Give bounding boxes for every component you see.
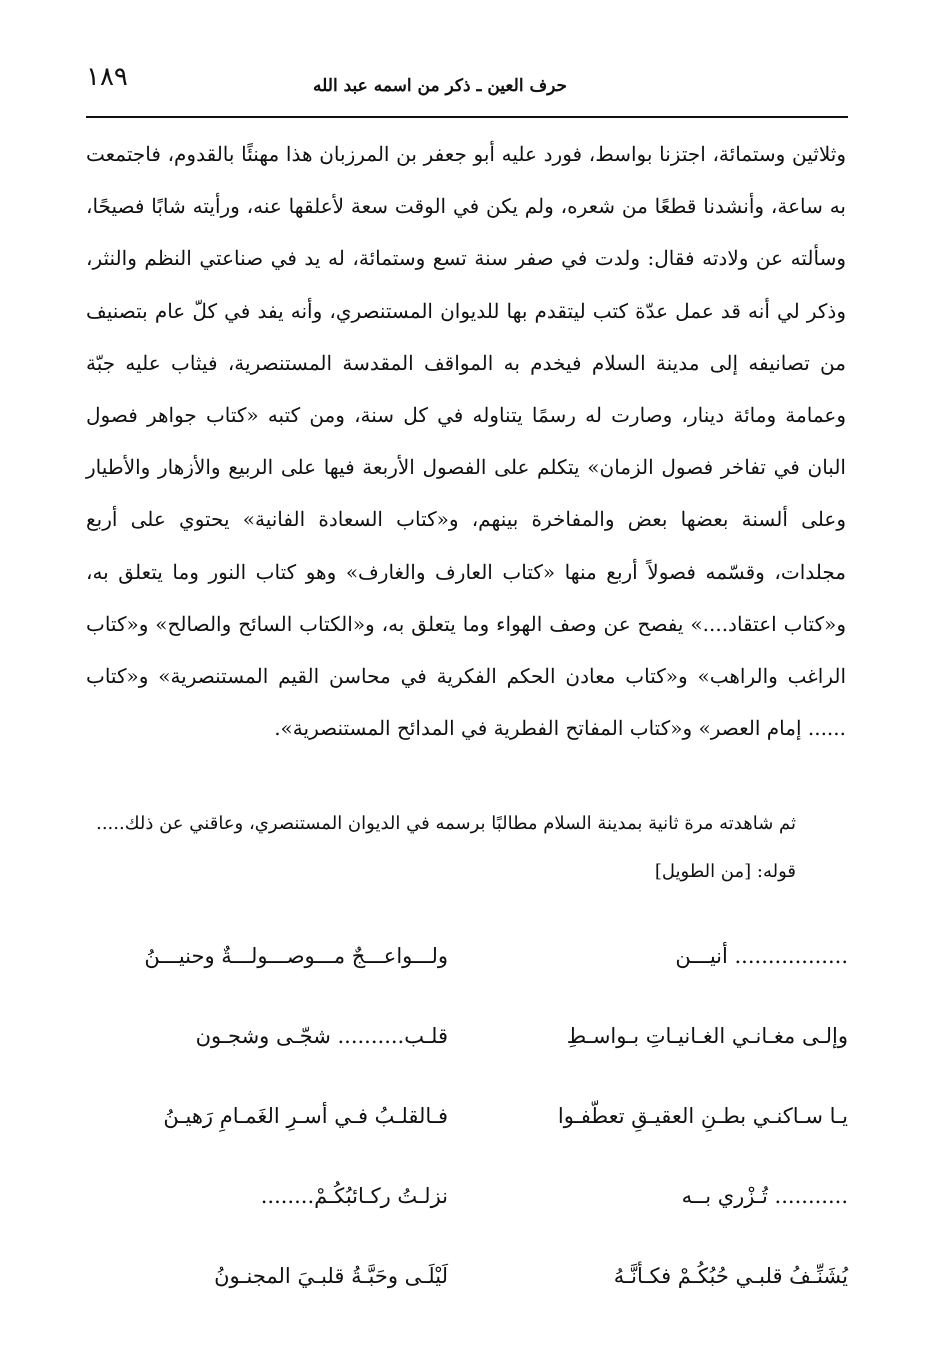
verse-second-hemistich: ولـــواعـــجٌ مـــوصـــولـــةٌ وحنيـــنُ bbox=[144, 944, 448, 968]
running-head: حرف العين ـ ذكر من اسمه عبد الله bbox=[313, 76, 567, 96]
verse-second-hemistich: لَيْلَـى وحَبَّـةُ قلبـيَ المجنـونُ bbox=[214, 1264, 448, 1288]
verse-line bbox=[96, 1024, 848, 1064]
verse-first-hemistich: يـا سـاكنـي بطـنِ العقيـقِ تعطّفـوا bbox=[557, 1104, 848, 1128]
verse-first-hemistich: ........... تُـزْري بــه bbox=[681, 1184, 848, 1208]
page-number: ١٨٩ bbox=[86, 62, 128, 92]
verse-first-hemistich: ................. أنيـــن bbox=[675, 944, 848, 968]
main-text bbox=[86, 128, 846, 754]
verse-first-hemistich: وإلـى مغـانـي الغـانيـاتِ بـواسـطِ bbox=[566, 1024, 848, 1048]
verse-line bbox=[96, 944, 848, 984]
verse-second-hemistich: فـالقلـبُ فـي أسـرِ الغَمـامِ رَهيـنُ bbox=[163, 1104, 448, 1128]
body-paragraph: وثلاثين وستمائة، اجتزنا بواسط، فورد عليه أبو جعفر بن المرزبان هذا مهنئًا بالقدوم، فاجتمعت به ساعة، وأنشدنا قطعًا من شعره، ولم يكن في الوقت سعة لأعلقها عنه، ورأيته شابًا فصيحًا، وسألته عن ولادته فقال: ولدت في صفر سنة تسع وستمائة، له يد في صناعتي النظم والنثر، وذكر لي أنه قد عمل عدّة كتب ليتقدم بها للديوان المستنصري، وأنه يفد في كلّ عام بتصنيف من تصانيفه إلى مدينة السلام فيخدم به المواقف المقدسة المستنصرية، فيثاب عليه جبّة وعمامة ومائة دينار، وصارت له رسمًا يتناوله في كل سنة، ومن كتبه «كتاب جواهر فصول البان في تفاخر فصول الزمان» يتكلم على الفصول الأربعة فيها على الربيع والأزهار والأطيار وعلى ألسنة بعضها بعض والمفاخرة بينهم، و«كتاب السعادة الفانية» يحتوي على أربع مجلدات، وقسّمه فصولاً أربع منها «كتاب العارف والغارف» وهو كتاب النور وما يتعلق به، و«كتاب اعتقاد....» يفصح عن وصف الهواء وما يتعلق به، و«الكتاب السائح والصالح» و«كتاب الراغب والراهب» و«كتاب معادن الحكم الفكرية في محاسن القيم المستنصرية» و«كتاب ...... إمام العصر» و«كتاب المفاتح الفطرية في المدائح المستنصرية». bbox=[86, 142, 846, 741]
verse-second-hemistich: قلـب.......... شجّـى وشجـون bbox=[195, 1024, 448, 1048]
verse-second-hemistich: نزلـتُ ركـائبُكُـمْ........ bbox=[260, 1184, 448, 1208]
verse-line bbox=[96, 1184, 848, 1224]
verse-line bbox=[96, 1264, 848, 1304]
intro-paragraph: ثم شاهدته مرة ثانية بمدينة السلام مطالبًا برسمه في الديوان المستنصري، وعاقني عن ذلك..... قوله: [من الطويل] bbox=[96, 813, 796, 882]
verse-line bbox=[96, 1104, 848, 1144]
header-rule bbox=[86, 116, 848, 118]
verse-first-hemistich: يُشَنِّـفُ قلبـي حُبُكُـمْ فكـأنَّـهُ bbox=[613, 1264, 848, 1288]
